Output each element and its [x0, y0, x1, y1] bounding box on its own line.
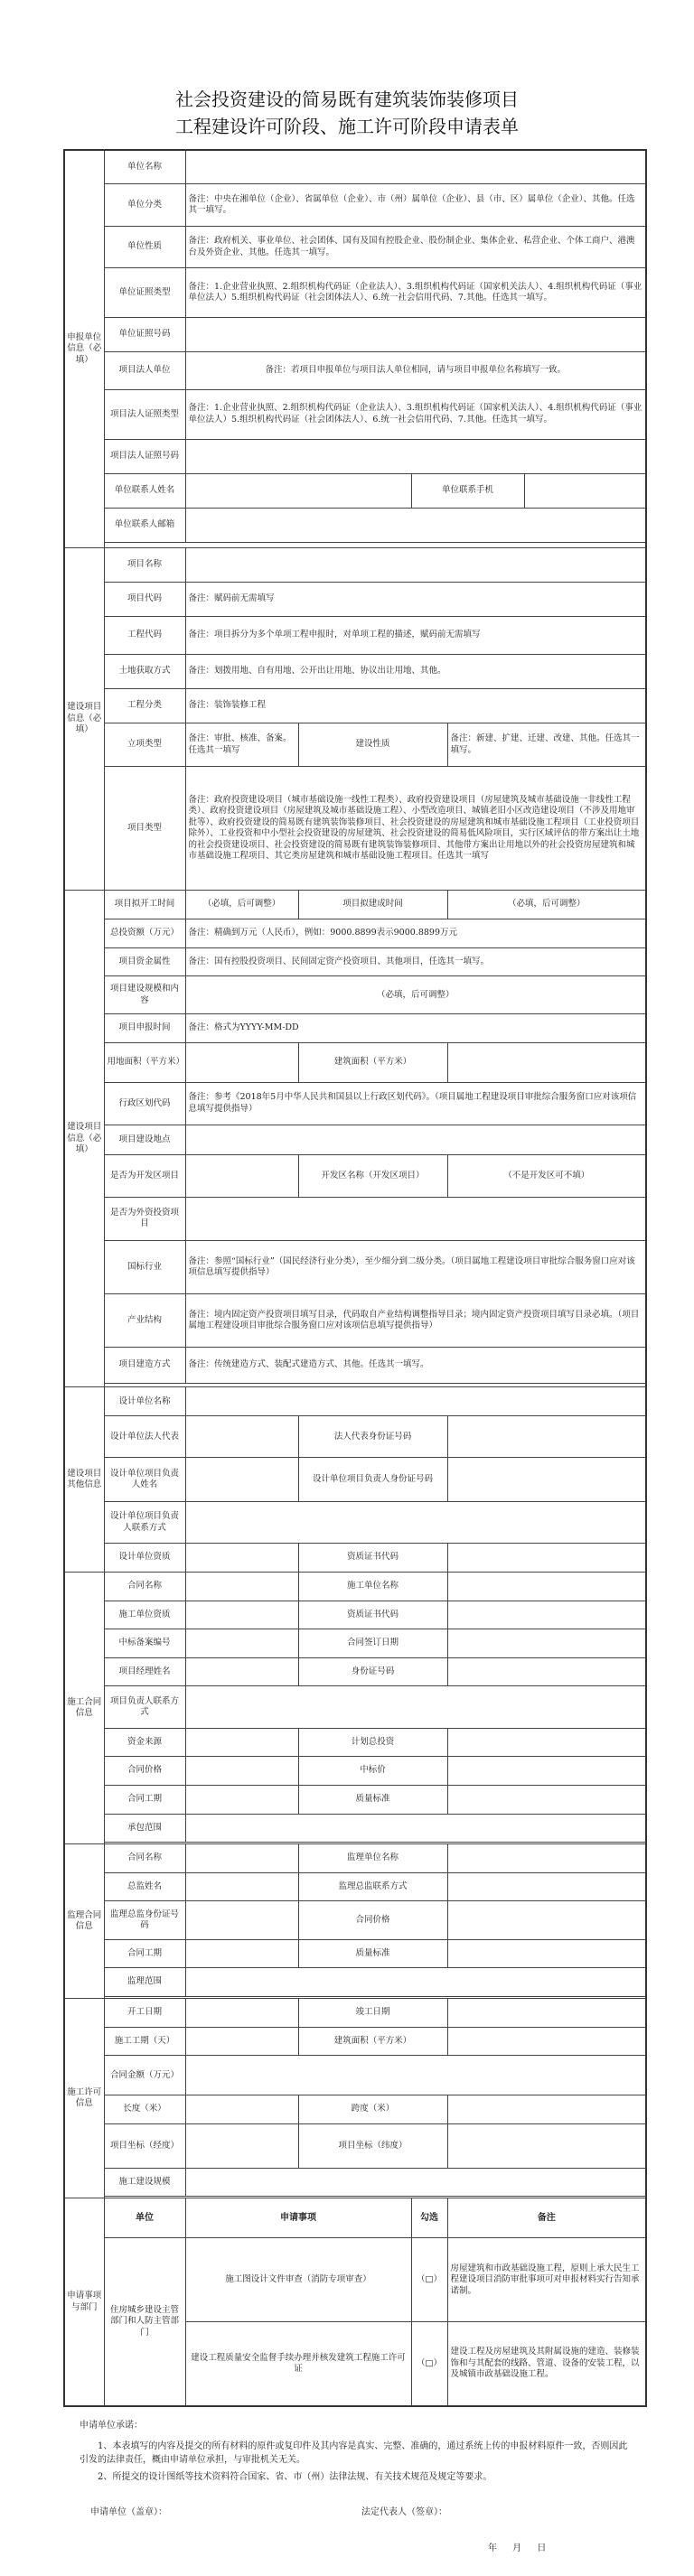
field-duration[interactable]	[185, 1785, 298, 1814]
field-builder-qual[interactable]	[185, 1601, 298, 1629]
note-industry[interactable]: 备注：参照“国标行业”（国民经济行业分类），至少细分到二级分类。（项目属地工程建设项目审批综合服务窗口应对该项信息填写提供指导）	[185, 1241, 646, 1294]
field-bid-no[interactable]	[185, 1629, 298, 1658]
field-sup-unit[interactable]	[447, 1844, 646, 1873]
applicant-seal-label: 申请单位（盖章）：	[90, 2507, 167, 2517]
header-unit: 单位	[104, 2198, 185, 2238]
label-build-nature: 建设性质	[298, 723, 447, 766]
note-eng-code[interactable]: 备注：项目拆分为多个单项工程申报时，对单项工程的描述，赋码前无需填写	[185, 616, 646, 654]
header-check: 勾选	[411, 2198, 447, 2238]
label-build-area: 建筑面积（平方米）	[298, 1042, 447, 1082]
application-table	[63, 149, 645, 2407]
form-title-line1: 社会投资建设的简易既有建筑装饰装修项目	[175, 89, 519, 110]
section-design: 建设项目其他信息	[64, 1387, 104, 1572]
label-permit-price: 合同金额（万元）	[104, 2056, 185, 2095]
label-quality: 质量标准	[298, 1785, 447, 1814]
field-dev-zone[interactable]	[185, 1155, 298, 1197]
label-contract-name: 合同名称	[104, 1572, 185, 1601]
label-design-cert: 资质证书代码	[298, 1544, 447, 1573]
section-contract: 施工合同信息	[64, 1572, 104, 1843]
remark-fire-review: 房屋建筑和市政基础设施工程，原则上承大民生工程建设项目消防审批事项可对申报材料实行告知承诺制。	[447, 2238, 646, 2322]
label-contact-phone: 单位联系手机	[411, 473, 524, 508]
note-dev-zone[interactable]: （不是开发区可不填）	[447, 1155, 646, 1197]
label-permit-end: 竣工日期	[298, 1998, 447, 2027]
field-permit-end[interactable]	[447, 1998, 646, 2027]
label-address: 项目建设地点	[104, 1125, 185, 1155]
label-project-name: 项目名称	[104, 547, 185, 582]
field-bid-price[interactable]	[447, 1757, 646, 1786]
note-fund[interactable]: 备注：国有控股投资项目、民间固定资产投资项目、其他项目，任选其一填写。	[185, 947, 646, 976]
field-sup-quality[interactable]	[447, 1939, 646, 1968]
field-permit-lng[interactable]	[185, 2124, 298, 2168]
label-design-legal: 设计单位法人代表	[104, 1416, 185, 1458]
remark-construction-permit: 建设工程及房屋建筑及其附属设施的建造、装修装饰和与其配套的线路、管道、设备的安装工程，以及城镇市政基础设施工程。	[447, 2322, 646, 2406]
note-land[interactable]: 备注：划拨用地、自有用地、公开出让用地、协议出让用地、其他。	[185, 655, 646, 689]
field-manager[interactable]	[185, 1657, 298, 1686]
label-legal-person: 项目法人单位	[104, 351, 185, 389]
label-permit-lng: 项目坐标（经度）	[104, 2124, 185, 2168]
note-unit-nature[interactable]: 备注：政府机关、事业单位、社会团体、国有及国有控股企业、股份制企业、集体企业、私营企业、个体工商户、港澳台及外资企业、其他。任选其一填写。	[185, 226, 646, 267]
note-legal-cert-type[interactable]: 备注：1.企业营业执照、2.组织机构代码证（企业法人）、3.组织机构代码证（国家机关法人）、4.组织机构代码证（事业单位法人）5.组织机构代码证（社会团体法人）、6.统一社会信用代码、7.其他。任选其一填写。	[185, 390, 646, 440]
field-contact-phone[interactable]	[524, 473, 646, 508]
field-legal-cert-no[interactable]	[185, 439, 646, 473]
label-bid-no: 中标备案编号	[104, 1629, 185, 1658]
label-builder-qual: 施工单位资质	[104, 1601, 185, 1629]
label-sup-unit: 监理单位名称	[298, 1844, 447, 1873]
field-cert-no[interactable]	[185, 317, 646, 351]
note-approval-type[interactable]: 备注：审批、核准、备案。任选其一填写	[185, 723, 298, 766]
field-foreign[interactable]	[185, 1197, 646, 1240]
field-chief-contact[interactable]	[447, 1872, 646, 1901]
label-structure: 产业结构	[104, 1294, 185, 1348]
field-permit-scale[interactable]	[185, 2168, 646, 2197]
label-scope: 承包范围	[104, 1814, 185, 1843]
label-land-area: 用地面积（平方米）	[104, 1042, 185, 1082]
label-price: 合同价格	[104, 1757, 185, 1786]
field-price[interactable]	[185, 1757, 298, 1786]
label-builder: 施工单位名称	[298, 1572, 447, 1601]
label-eng-code: 工程代码	[104, 616, 185, 654]
label-sup-scope: 监理范围	[104, 1968, 185, 1997]
field-design-head[interactable]	[185, 1458, 298, 1501]
label-design-head-id: 设计单位项目负责人身份证号码	[298, 1458, 447, 1501]
field-permit-lat[interactable]	[447, 2124, 646, 2168]
label-head-contact: 项目负责人联系方式	[104, 1686, 185, 1728]
field-qual-cert[interactable]	[447, 1601, 646, 1629]
label-design-head: 设计单位项目负责人姓名	[104, 1458, 185, 1501]
promise-item-1: 1、本表填写的内容及提交的所有材料的原件或复印件及其内容是真实、完整、准确的，通过系统上传的申报材料原件一致，否则因此引发的法律责任，概由申请单位承担，与审批机关无关。	[80, 2441, 628, 2465]
field-contact-name[interactable]	[185, 473, 411, 508]
label-dev-zone: 是否为开发区项目	[104, 1155, 185, 1197]
legal-rep-sign-label: 法定代表人（签章）：	[361, 2507, 447, 2517]
label-cert-no: 单位证照号码	[104, 317, 185, 351]
label-sup-quality: 质量标准	[298, 1939, 447, 1968]
promise-title: 申请单位承诺：	[80, 2421, 143, 2431]
field-permit-price[interactable]	[185, 2056, 646, 2095]
field-permit-length[interactable]	[185, 2095, 298, 2124]
field-manager-id[interactable]	[447, 1657, 646, 1686]
field-permit-span[interactable]	[447, 2095, 646, 2124]
label-method: 项目建造方式	[104, 1348, 185, 1384]
field-chief-id[interactable]	[185, 1901, 298, 1939]
field-design-unit[interactable]	[185, 1387, 646, 1416]
note-cert-type[interactable]: 备注：1.企业营业执照、2.组织机构代码证（企业法人）、3.组织机构代码证（国家机关法人）、4.组织机构代码证（事业单位法人）5.组织机构代码证（社会团体法人）、6.统一社会信用代码、7.其他。任选其一填写。	[185, 268, 646, 318]
label-start: 项目拟开工时间	[104, 891, 185, 919]
label-sup-duration: 合同工期	[104, 1939, 185, 1968]
label-design-legal-id: 法人代表身份证号码	[298, 1416, 447, 1458]
promise-item-2: 2、所提交的设计图纸等技术资料符合国家、省、市（州）法律法规、有关技术规范及规定等要求。	[98, 2472, 492, 2482]
label-permit-span: 跨度（米）	[298, 2095, 447, 2124]
note-legal-person[interactable]: 备注：若项目申报单位与项目法人单位相同，请与项目申报单位名称填写一致。	[185, 351, 646, 389]
label-district: 行政区划代码	[104, 1083, 185, 1125]
label-unit-name: 单位名称	[104, 150, 185, 184]
field-design-qual[interactable]	[185, 1544, 298, 1573]
label-apply-date: 项目申报时间	[104, 1014, 185, 1043]
section-applicant: 申报单位信息（必填）	[64, 150, 104, 547]
label-qual-cert: 资质证书代码	[298, 1601, 447, 1629]
label-permit-length: 长度（米）	[104, 2095, 185, 2124]
header-item: 申请事项	[185, 2198, 411, 2238]
field-design-legal-id[interactable]	[447, 1416, 646, 1458]
field-address[interactable]	[185, 1125, 646, 1155]
label-legal-cert-type: 项目法人证照类型	[104, 390, 185, 440]
form-title-line2: 工程建设许可阶段、施工许可阶段申请表单	[175, 116, 519, 137]
label-eng-type: 工程分类	[104, 688, 185, 723]
field-permit-area[interactable]	[447, 2027, 646, 2056]
field-unit-name[interactable]	[185, 150, 646, 184]
note-eng-type[interactable]: 备注：装饰装修工程	[185, 688, 646, 723]
note-structure[interactable]: 备注：境内固定资产投资项目填写目录，代码取自产业结构调整指导目录；境内固定资产投资项目填写目录必填。（项目属地工程建设项目审批综合服务窗口应对该项信息填写提供指导）	[185, 1294, 646, 1348]
label-duration: 合同工期	[104, 1785, 185, 1814]
note-district[interactable]: 备注：参考《2018年5月中华人民共和国县以上行政区划代码》。（项目属地工程建设项目审批综合服务窗口应对该项信息填写提供指导）	[185, 1083, 646, 1125]
item-fire-review: 施工图设计文件审查（消防专项审查）	[185, 2238, 411, 2322]
label-industry: 国标行业	[104, 1241, 185, 1294]
note-method[interactable]: 备注：传统建造方式、装配式建造方式、其他。任选其一填写。	[185, 1348, 646, 1384]
label-proj-type: 项目类型	[104, 767, 185, 891]
note-scale[interactable]: （必填，后可调整）	[185, 976, 646, 1014]
label-invest: 总投资额（万元）	[104, 919, 185, 947]
field-sup-duration[interactable]	[185, 1939, 298, 1968]
label-project-code: 项目代码	[104, 582, 185, 616]
label-permit-scale: 施工建设规模	[104, 2168, 185, 2197]
note-end[interactable]: （必填，后可调整）	[447, 891, 646, 919]
label-foreign: 是否为外资投资项目	[104, 1197, 185, 1240]
label-chief-id: 监理总监身份证号码	[104, 1901, 185, 1939]
label-manager: 项目经理姓名	[104, 1657, 185, 1686]
field-build-area[interactable]	[447, 1042, 646, 1082]
dept-name: 住房城乡建设主管部门和人防主管部门	[104, 2238, 185, 2406]
promise-section	[80, 2419, 631, 2484]
label-manager-id: 身份证号码	[298, 1657, 447, 1686]
field-builder[interactable]	[447, 1572, 646, 1601]
note-apply-date[interactable]: 备注：格式为YYYY-MM-DD	[185, 1014, 646, 1043]
field-sup-price[interactable]	[447, 1901, 646, 1939]
section-supervision: 监理合同信息	[64, 1844, 104, 1999]
label-design-unit: 设计单位名称	[104, 1387, 185, 1416]
label-land: 土地获取方式	[104, 655, 185, 689]
field-chief[interactable]	[185, 1872, 298, 1901]
field-land-area[interactable]	[185, 1042, 298, 1082]
field-budget[interactable]	[447, 1728, 646, 1757]
field-quality[interactable]	[447, 1785, 646, 1814]
field-permit-days[interactable]	[185, 2027, 298, 2056]
label-unit-nature: 单位性质	[104, 226, 185, 267]
label-permit-lat: 项目坐标（纬度）	[298, 2124, 447, 2168]
field-design-cert[interactable]	[447, 1544, 646, 1573]
label-contact-email: 单位联系人邮箱	[104, 508, 185, 542]
field-contract-name[interactable]	[185, 1572, 298, 1601]
label-contact-name: 单位联系人姓名	[104, 473, 185, 508]
field-sup-name[interactable]	[185, 1844, 298, 1873]
label-design-contact: 设计单位项目负责人联系方式	[104, 1501, 185, 1543]
note-start[interactable]: （必填，后可调整）	[185, 891, 298, 919]
field-permit-start[interactable]	[185, 1998, 298, 2027]
note-unit-category[interactable]: 备注：中央在湘单位（企业）、省属单位（企业）、市（州）属单位（企业）、县（市、区）属单位（企业）、其他。任选其一填写。	[185, 184, 646, 226]
field-scope[interactable]	[185, 1814, 646, 1843]
field-fund-status[interactable]	[185, 1728, 298, 1757]
note-invest[interactable]: 备注：精确到万元（人民币），例如：9000.8899表示9000.8899万元	[185, 919, 646, 947]
field-sup-scope[interactable]	[185, 1968, 646, 1997]
field-design-head-id[interactable]	[447, 1458, 646, 1501]
note-project-code[interactable]: 备注：赋码前无需填写	[185, 582, 646, 616]
label-dev-zone-name: 开发区名称（开发区项目）	[298, 1155, 447, 1197]
section-matters: 申请事项与部门	[64, 2198, 104, 2406]
label-fund: 项目资金属性	[104, 947, 185, 976]
label-design-qual: 设计单位资质	[104, 1544, 185, 1573]
label-permit-days: 施工工期（天）	[104, 2027, 185, 2056]
note-build-nature[interactable]: 备注：新建、扩建、迁建、改建、其他。任选其一填写。	[447, 723, 646, 766]
label-scale: 项目建设规模和内容	[104, 976, 185, 1014]
label-bid-price: 中标价	[298, 1757, 447, 1786]
checkbox-fire-review[interactable]: （□）	[411, 2238, 447, 2322]
label-unit-category: 单位分类	[104, 184, 185, 226]
label-chief: 总监姓名	[104, 1872, 185, 1901]
label-approval-type: 立项类型	[104, 723, 185, 766]
label-chief-contact: 监理总监联系方式	[298, 1872, 447, 1901]
field-project-name[interactable]	[185, 547, 646, 582]
label-permit-area: 建筑面积（平方米）	[298, 2027, 447, 2056]
checkbox-construction-permit[interactable]: （□）	[411, 2322, 447, 2406]
label-end: 项目拟建成时间	[298, 891, 447, 919]
field-contact-email[interactable]	[185, 508, 646, 542]
field-design-legal[interactable]	[185, 1416, 298, 1458]
label-fund-status: 资金来源	[104, 1728, 185, 1757]
label-sup-price: 合同价格	[298, 1901, 447, 1939]
label-legal-cert-no: 项目法人证照号码	[104, 439, 185, 473]
section-project: 建设项目信息（必填）	[64, 547, 104, 890]
header-remark: 备注	[447, 2198, 646, 2238]
section-project-2: 建设项目信息（必填）	[64, 891, 104, 1387]
section-permit: 施工许可信息	[64, 1998, 104, 2198]
label-sign-date: 合同签订日期	[298, 1629, 447, 1658]
label-sup-name: 合同名称	[104, 1844, 185, 1873]
label-budget: 计划总投资	[298, 1728, 447, 1757]
field-head-contact[interactable]	[185, 1686, 646, 1728]
sign-date-label: 年 月 日	[488, 2543, 547, 2553]
field-design-contact[interactable]	[185, 1501, 646, 1543]
label-cert-type: 单位证照类型	[104, 268, 185, 318]
item-construction-permit: 建设工程质量安全监督手续办理并核发建筑工程施工许可证	[185, 2322, 411, 2406]
field-sign-date[interactable]	[447, 1629, 646, 1658]
note-proj-type[interactable]: 备注：政府投资建设项目（城市基础设施一线性工程类）、政府投资建设项目（房屋建筑及城市基础设施一非线性工程类）、政府投资建设项目（房屋建筑及城市基础设施工程）、小型改造项目、城镇老旧小区改造建设项目（不涉及用地审批等）、政府投资建设的简易既有建筑装饰装修项目、社会投资建设的房屋建筑和城市基础设施工程项目（工业投资项目除外）、工业投资和中小型社会投资建设的房屋建筑、社会投资建设的简易低风险项目，实行区域评估的带方案出让土地的社会投资建设项目、社会投资建设的简易既有建筑装饰装修项目、其他带方案出让用地以外的社会投资房屋建筑和城市基础设施工程项目、其它类房屋建筑和城市基础设施工程项目。任选其一填写	[185, 767, 646, 891]
label-permit-start: 开工日期	[104, 1998, 185, 2027]
